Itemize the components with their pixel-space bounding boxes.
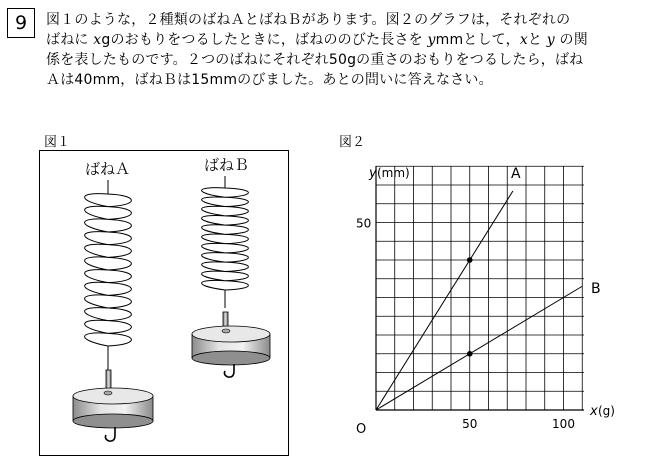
spring-b-label: ばねＢ [204, 156, 250, 174]
figure2-caption: 図２ [339, 135, 366, 150]
question-text-segment: ばねに [46, 32, 94, 48]
question-number: 9 [7, 8, 35, 38]
y-axis-variable: y [369, 166, 377, 181]
variable-y: y [546, 32, 555, 48]
data-point-b [467, 351, 473, 357]
variable-x: x [93, 32, 102, 48]
x-axis-unit: (g) [598, 404, 615, 418]
question-text-segment: 係を表したものです。２つのばねにそれぞれ50gの重さのおもりをつるしたら，ばね [46, 52, 584, 68]
x-tick-label: 50 [462, 417, 478, 431]
variable-x: x [519, 32, 528, 48]
x-tick-label: 100 [552, 417, 575, 431]
origin-label: O [356, 422, 367, 437]
series-label-a: A [511, 166, 521, 182]
question-text-segment: mmとして， [435, 32, 520, 48]
y-tick-label: 50 [356, 216, 372, 231]
question-text-segment: の関 [554, 32, 588, 48]
series-line-a [376, 191, 513, 410]
question-text-segment: gのおもりをつるしたときに，ばねののびた長さを [101, 32, 428, 48]
question-text-segment: Ａは40mm，ばねＢは15mmのびました。あとの問いに答えなさい。 [46, 72, 493, 88]
question-text-segment: 図１のような，２種類のばねＡとばねＢがあります。図２のグラフは，それぞれの [46, 12, 571, 28]
variable-y: y [427, 32, 436, 48]
spring-a-label: ばねＡ [85, 160, 131, 178]
y-axis-unit: (mm) [377, 166, 410, 180]
x-axis-variable: x [590, 404, 598, 419]
figure1-caption: 図１ [44, 135, 71, 150]
question-text-segment: と [527, 32, 547, 48]
data-point-a [467, 257, 473, 263]
series-label-b: B [591, 281, 601, 297]
